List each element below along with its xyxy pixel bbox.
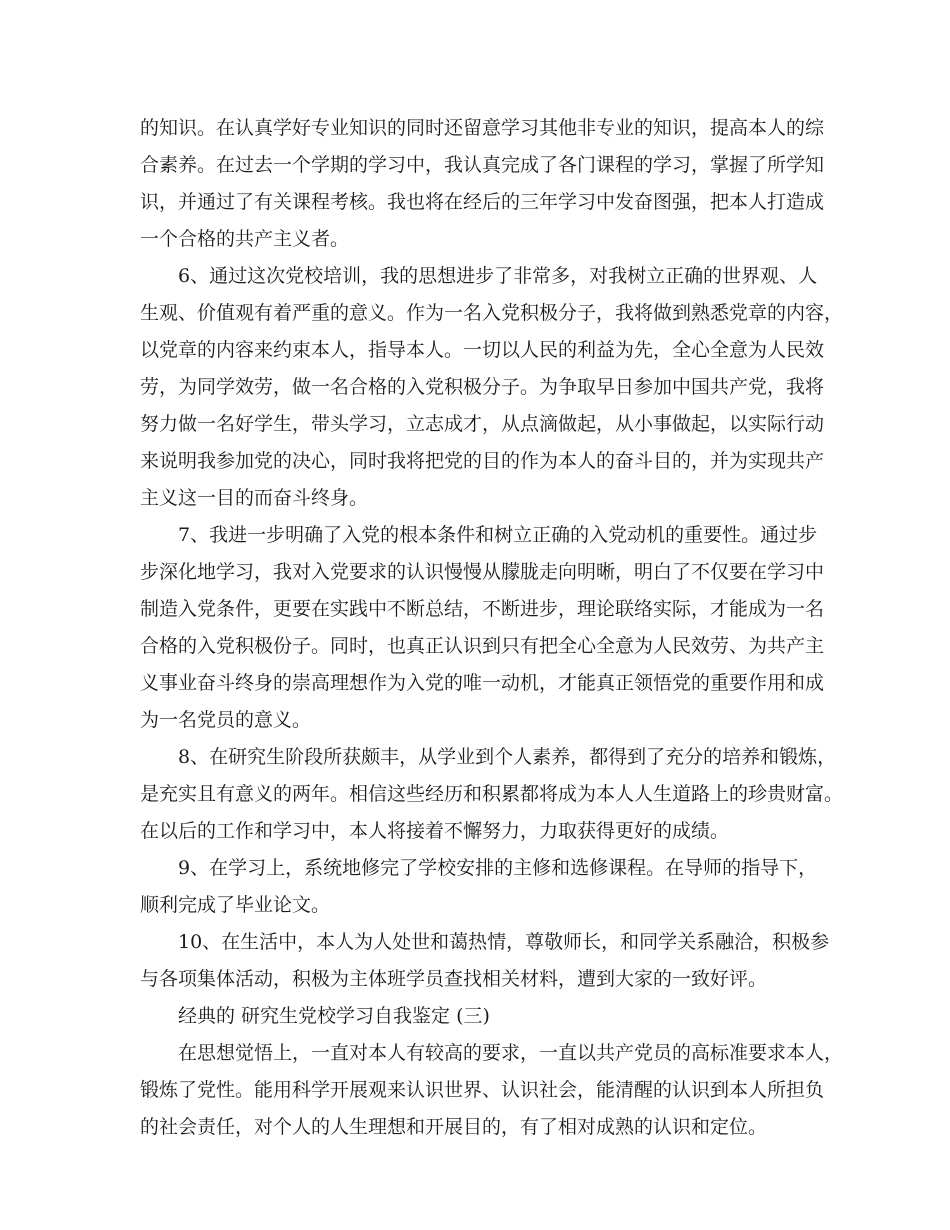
- text-line: 与各项集体活动，积极为主体班学员查找相关材料，遭到大家的一致好评。: [140, 968, 768, 990]
- text-line: 以党章的内容来约束本人，指导本人。一切以人民的利益为先，全心全意为人民效: [140, 339, 825, 361]
- text-line: 在以后的工作和学习中，本人将接着不懈努力，力取获得更好的成绩。: [140, 820, 730, 842]
- section-heading: 经典的 研究生党校学习自我鉴定 (三): [178, 1005, 490, 1027]
- text-line: 是充实且有意义的两年。相信这些经历和积累都将成为本人人生道路上的珍贵财富。: [140, 783, 844, 805]
- text-line: 劳，为同学效劳，做一名合格的入党积极分子。为争取早日参加中国共产党，我将: [140, 376, 825, 398]
- text-line: 一个合格的共产主义者。: [140, 228, 350, 250]
- paragraph-start: 10、在生活中，本人为人处世和蔼热情，尊敬师长，和同学关系融洽，积极参: [178, 931, 830, 953]
- text-line: 的社会责任，对个人的人生理想和开展目的，有了相对成熟的认识和定位。: [140, 1116, 768, 1138]
- text-line: 识，并通过了有关课程考核。我也将在经后的三年学习中发奋图强，把本人打造成: [140, 191, 825, 213]
- text-line: 合素养。在过去一个学期的学习中，我认真完成了各门课程的学习，掌握了所学知: [140, 154, 825, 176]
- text-line: 制造入党条件，更要在实践中不断总结，不断进步，理论联络实际，才能成为一名: [140, 598, 825, 620]
- paragraph-start: 6、通过这次党校培训，我的思想进步了非常多，对我树立正确的世界观、人: [178, 265, 818, 287]
- text-line: 生观、价值观有着严重的意义。作为一名入党积极分子，我将做到熟悉党章的内容，: [140, 302, 844, 324]
- text-line: 为一名党员的意义。: [140, 709, 312, 731]
- text-line: 锻炼了党性。能用科学开展观来认识世界、认识社会，能清醒的认识到本人所担负: [140, 1079, 825, 1101]
- text-line: 来说明我参加党的决心，同时我将把党的目的作为本人的奋斗目的，并为实现共产: [140, 450, 825, 472]
- text-line: 顺利完成了毕业论文。: [140, 894, 331, 916]
- paragraph-start: 7、我进一步明确了入党的根本条件和树立正确的入党动机的重要性。通过步: [178, 524, 818, 546]
- text-line: 努力做一名好学生，带头学习，立志成才，从点滴做起，从小事做起，以实际行动: [140, 413, 825, 435]
- text-line: 步深化地学习，我对入党要求的认识慢慢从朦胧走向明晰，明白了不仅要在学习中: [140, 561, 825, 583]
- text-line: 义事业奋斗终身的崇高理想作为入党的唯一动机，才能真正领悟党的重要作用和成: [140, 672, 825, 694]
- paragraph-start: 8、在研究生阶段所获颇丰，从学业到个人素养，都得到了充分的培养和锻炼，: [178, 746, 837, 768]
- text-line: 的知识。在认真学好专业知识的同时还留意学习其他非专业的知识，提高本人的综: [140, 117, 825, 139]
- paragraph-start: 9、在学习上，系统地修完了学校安排的主修和选修课程。在导师的指导下，: [178, 857, 818, 879]
- text-line: 主义这一目的而奋斗终身。: [140, 487, 369, 509]
- text-line: 合格的入党积极份子。同时，也真正认识到只有把全心全意为人民效劳、为共产主: [140, 635, 825, 657]
- paragraph-start: 在思想觉悟上，一直对本人有较高的要求，一直以共产党员的高标准要求本人，: [178, 1042, 844, 1064]
